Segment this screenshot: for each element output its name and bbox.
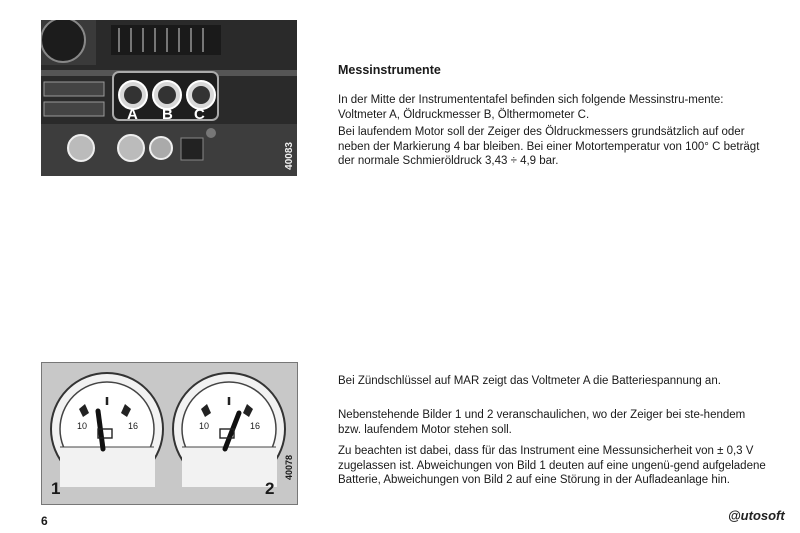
voltmeter-figure xyxy=(41,362,298,505)
gauge-1-scale-max: 16 xyxy=(128,421,139,431)
dashboard-photo xyxy=(41,20,297,176)
watermark-logo: @utosoft xyxy=(728,508,785,523)
paragraph-5: Zu beachten ist dabei, dass für das Instrument eine Messunsicherheit von ± 0,3 V zugelassen ist. Abweichungen von Bild 1 deuten auf eine ungenü-gend aufgeladene Batterie, Abweichungen von Bild 2 auf eine Störung in der Aufladeanlage hin. xyxy=(338,445,766,487)
label-a: A xyxy=(127,106,138,123)
voltmeter-gauges xyxy=(42,363,297,504)
dashboard-illustration xyxy=(41,20,297,176)
gauge-2-scale-max: 16 xyxy=(250,421,261,431)
paragraph-4: Nebenstehende Bilder 1 und 2 veranschaulichen, wo der Zeiger bei ste-hendem bzw. laufendem Motor stehen soll. xyxy=(338,409,746,436)
paragraph-1: In der Mitte der Instrumententafel befinden sich folgende Messinstru-mente: Voltmeter A, Öldruckmesser B, Ölthermometer C. xyxy=(338,94,724,121)
gauges-figure-id: 40078 xyxy=(284,455,294,481)
paragraph-2: Bei laufendem Motor soll der Zeiger des Öldruckmessers grundsätzlich auf oder neben der Markierung 4 bar bleiben. Bei einer Motortemperatur von 100° C beträgt der normale Schmieröldruck 3,43 ÷ 4,9 bar. xyxy=(338,126,760,168)
gauge-1 xyxy=(51,373,163,487)
gauge-1-number: 1 xyxy=(51,479,61,498)
label-b: B xyxy=(162,106,173,123)
photo-figure-id: 40083 xyxy=(284,142,295,170)
section-title: Messinstrumente xyxy=(338,63,441,77)
page-number: 6 xyxy=(41,514,48,528)
gauge-2-number: 2 xyxy=(265,479,275,498)
gauge-2 xyxy=(173,373,285,487)
label-c: C xyxy=(194,106,205,123)
gauge-2-scale-min: 10 xyxy=(199,421,210,431)
gauge-1-scale-min: 10 xyxy=(77,421,88,431)
paragraph-3: Bei Zündschlüssel auf MAR zeigt das Voltmeter A die Batteriespannung an. xyxy=(338,375,721,387)
